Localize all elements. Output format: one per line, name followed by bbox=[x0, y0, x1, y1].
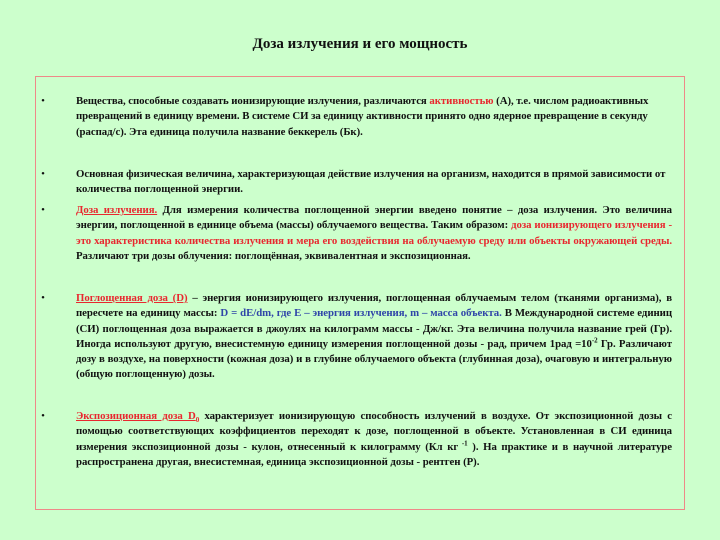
item-text-part: Вещества, способные создавать ионизирующие излучения, различаются bbox=[76, 95, 430, 107]
item-text bbox=[76, 203, 672, 264]
bullet: • bbox=[41, 204, 45, 216]
item-text bbox=[76, 291, 672, 383]
bullet: • bbox=[41, 292, 45, 304]
item-text bbox=[76, 94, 672, 140]
list-item-activity bbox=[41, 94, 683, 140]
bullet: • bbox=[41, 410, 45, 422]
item-text-part: (А), т.е. числом радиоактивных превращений в единицу времени. В системе СИ за единицу активности принято одно ядерное превращение в секунду (распад/с). Эта единица получила название беккерель (Бк). bbox=[76, 95, 649, 138]
definition-dose: доза ионизирующего излучения - это характеристика количества излучения и мера его воздействия на облучаемую среду или объекты окружающей среды. bbox=[76, 219, 672, 247]
item-text-part: Для измерения количества поглощенной энергии введено понятие – доза излучения. Это величина энергии, поглощенной в единице объема (массы) облучаемого вещества. Таким образом: bbox=[76, 204, 672, 232]
item-text-part: В Международной системе единиц (СИ) поглощенная доза выражается в джоулях на килограмм массы - Дж/кг. Эта величина получила название грей (Гр). Иногда используют другую, внесистемную единицу измерения поглощенной дозы - рад, причем 1рад =10 bbox=[76, 307, 672, 350]
term-exposure-dose: Экспозиционная доза D bbox=[76, 410, 196, 422]
item-text-part: Гр. Различают дозу в воздухе, на поверхности (кожная доза) и в глубине облучаемого объекта (глубинная доза), очаговую и интегральную (общую поглощенную) дозы. bbox=[76, 337, 672, 381]
item-text-part: ). На практике и в научной литературе распространена другая, внесистемная, единица экспозиционной дозы - рентген (Р). bbox=[76, 440, 672, 468]
item-text-part: Различают три дозы облучения: поглощённая, эквивалентная и экспозиционная. bbox=[76, 249, 471, 262]
formula-absorbed-dose: D = dE/dm, где E – энергия излучения, m – масса объекта. bbox=[220, 307, 502, 320]
item-text-part: характеризует ионизирующую способность излучений в воздухе. От экспозиционной дозы с помощью соответствующих коэффициентов переходят к дозе, поглощенной в объекте. Установленная в СИ единица измерения экспозиционной дозы - кулон, отнесенный к килограмму (Кл кг bbox=[76, 410, 672, 453]
bullet: • bbox=[41, 168, 45, 180]
term-activity: активностью bbox=[429, 95, 494, 107]
item-text-part: Основная физическая величина, характеризующая действие излучения на организм, находится в прямой зависимости от количества поглощенной энергии. bbox=[76, 168, 666, 196]
bullet: • bbox=[41, 95, 45, 107]
list-item-dose bbox=[41, 203, 683, 264]
exponent: -2 bbox=[591, 336, 598, 345]
list-item-main-quantity bbox=[41, 167, 683, 198]
term-absorbed-dose: Поглощенная доза (D) bbox=[76, 292, 188, 304]
term-radiation-dose: Доза излучения. bbox=[76, 204, 158, 216]
item-text bbox=[76, 409, 672, 470]
list-item-absorbed-dose bbox=[41, 291, 683, 383]
item-text bbox=[76, 167, 672, 198]
page-title: Доза излучения и его мощность bbox=[252, 36, 468, 52]
exponent: -1 bbox=[458, 439, 468, 447]
item-text-part: – энергия ионизирующего излучения, поглощенная облучаемым телом (тканями организма), в пересчете на единицу массы: bbox=[76, 292, 673, 320]
subscript: 0 bbox=[195, 416, 200, 425]
list-item-exposure-dose bbox=[41, 409, 683, 470]
